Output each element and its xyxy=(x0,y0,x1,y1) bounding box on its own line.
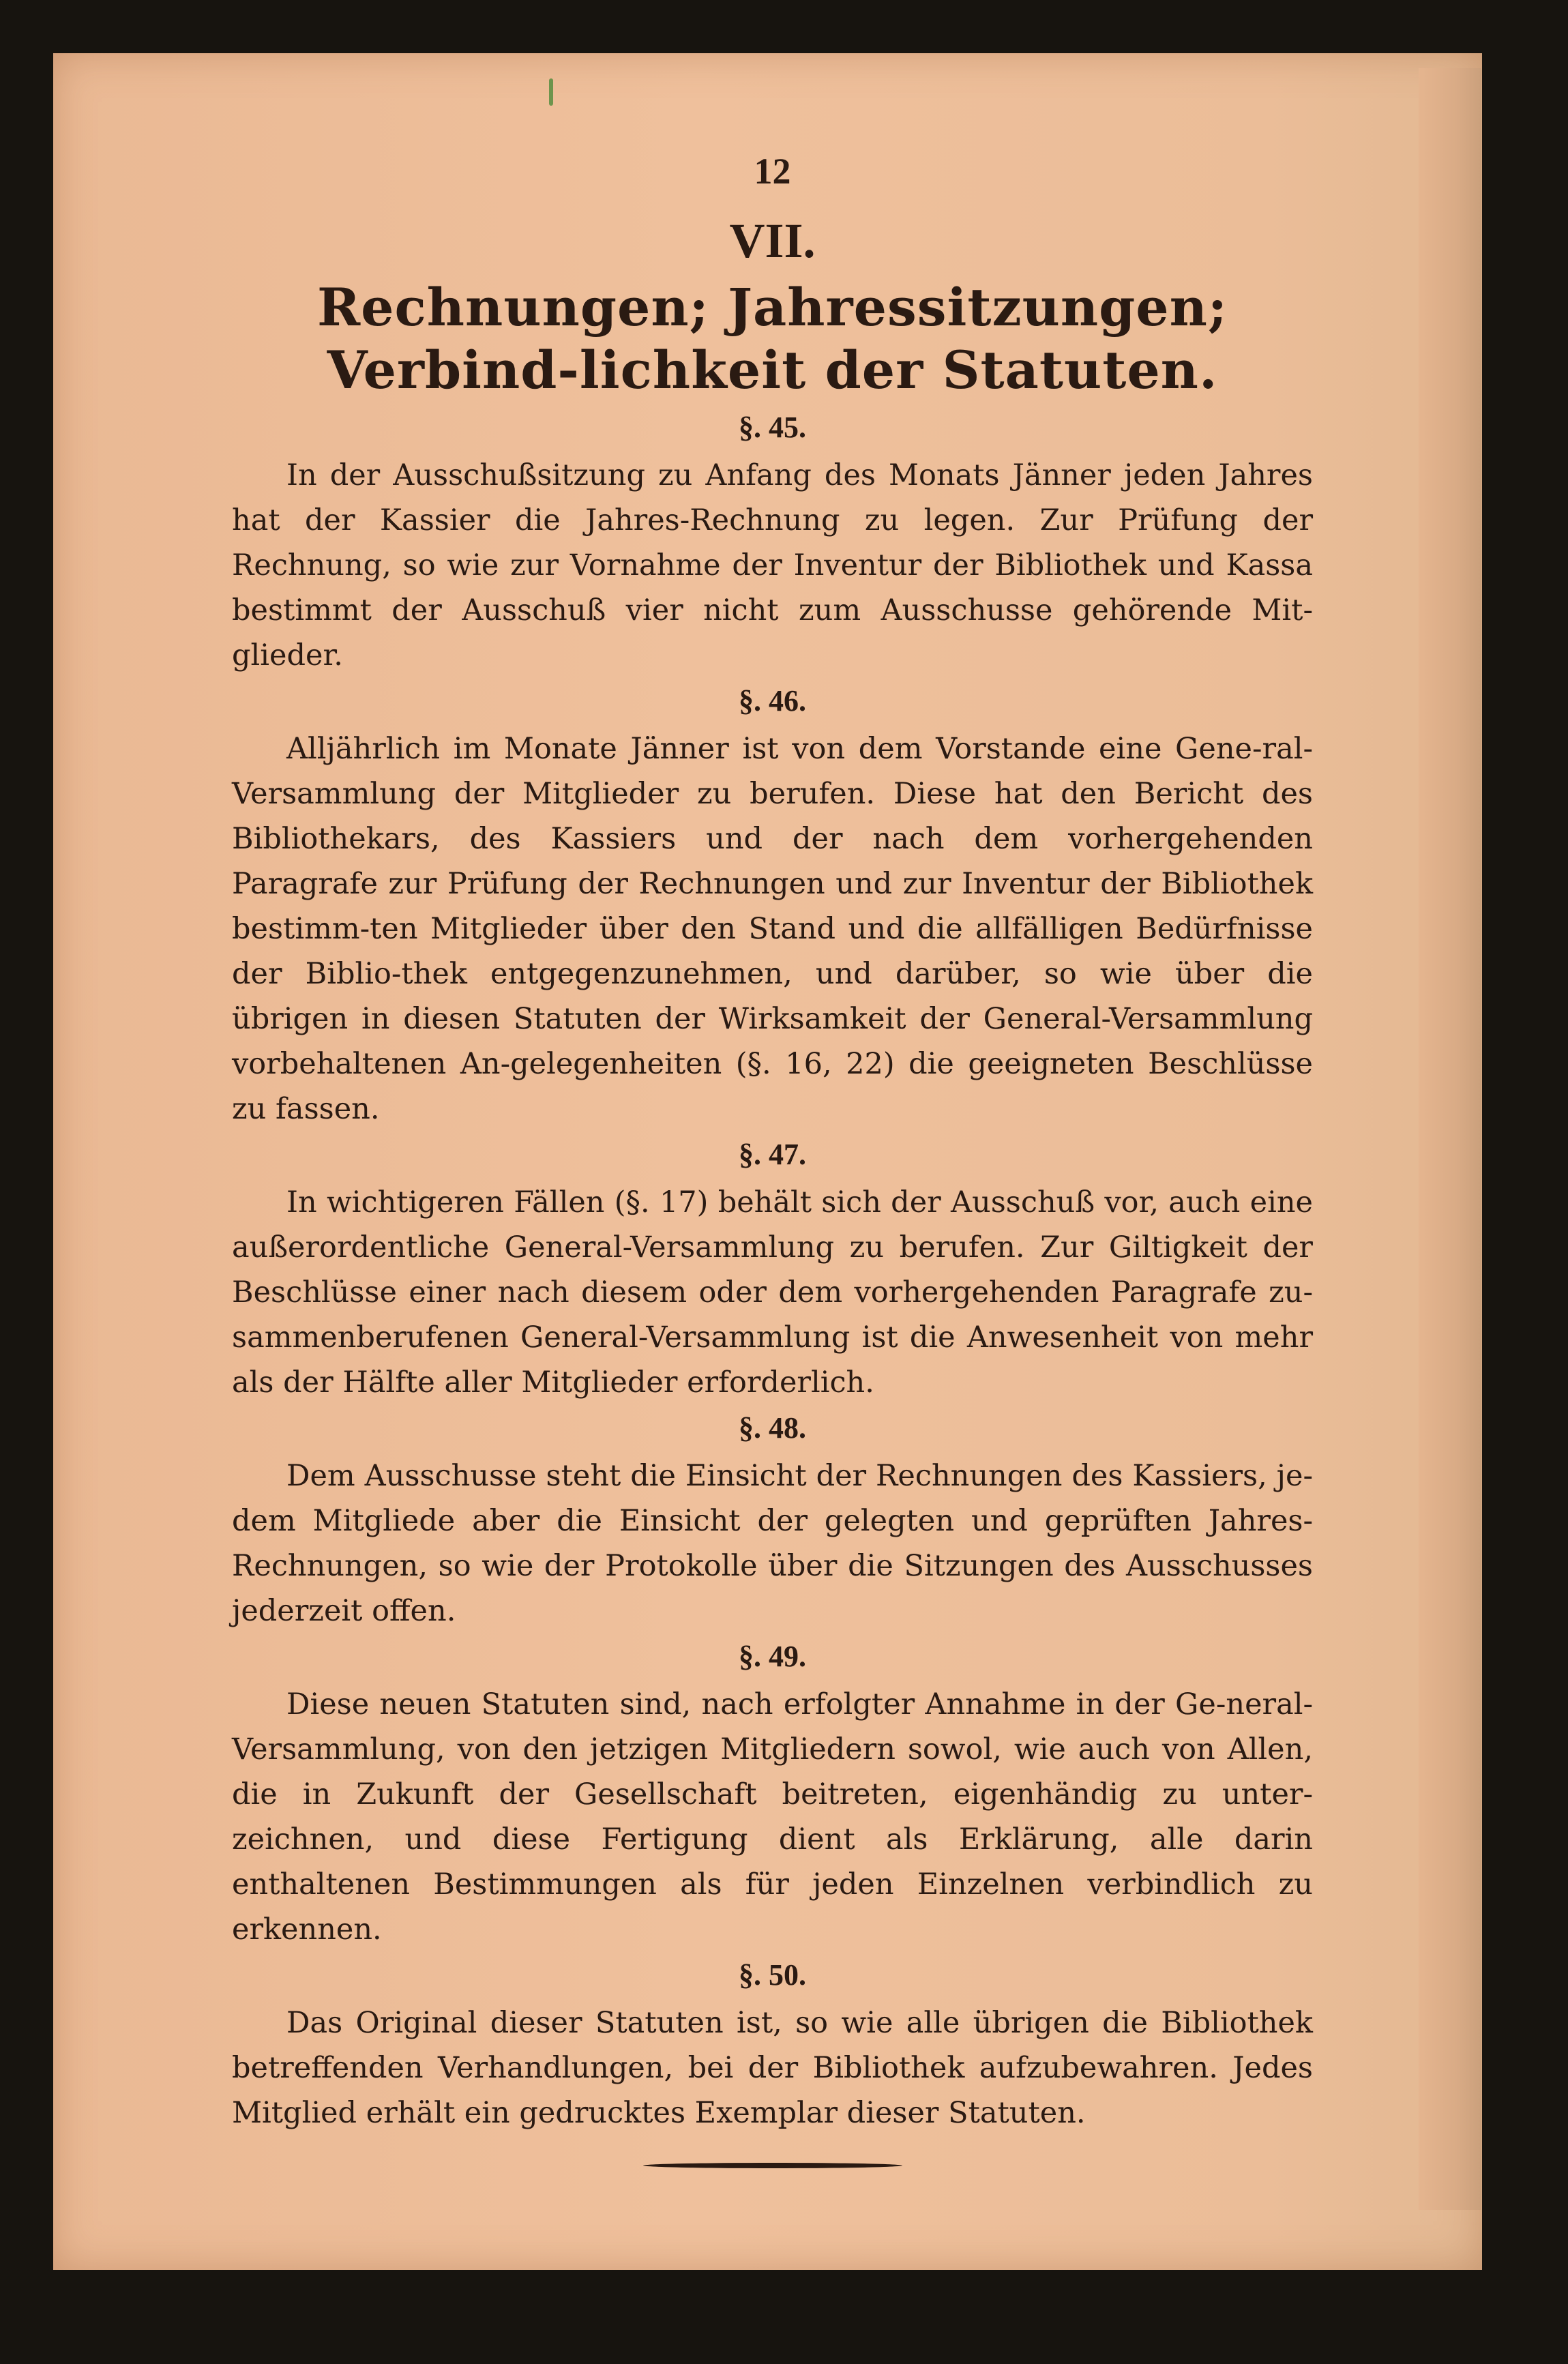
section-46 xyxy=(232,683,1313,1132)
section-heading: §. 45. xyxy=(739,411,806,444)
chapter-title: Rechnungen; Jahressitzungen; Verbind-lichkeit der Statuten. xyxy=(317,277,1228,400)
section-heading: §. 48. xyxy=(739,1411,806,1445)
section-48 xyxy=(232,1410,1313,1634)
section-heading: §. 50. xyxy=(739,1958,806,1992)
chapter-number: VII. xyxy=(729,213,816,268)
section-heading: §. 46. xyxy=(739,684,806,718)
section-49 xyxy=(232,1639,1313,1952)
section-body: In wichtigeren Fällen (§. 17) behält sich der Ausschuß vor, auch eine außerordentliche General-Versammlung zu berufen. Zur Giltigkeit der Beschlüsse einer nach diesem oder dem vorhergehenden Paragrafe zu-sammenberufenen General-Versammlung ist die Anwesenheit von mehr als der Hälfte aller Mitglieder erforderlich. xyxy=(232,1185,1313,1400)
page-number: 12 xyxy=(754,151,791,192)
section-body: Dem Ausschusse steht die Einsicht der Rechnungen des Kassiers, je-dem Mitgliede aber die Einsicht der gelegten und geprüften Jahres-Rechnungen, so wie der Protokolle über die Sitzungen des Ausschusses jederzeit offen. xyxy=(232,1459,1313,1628)
section-body: Diese neuen Statuten sind, nach erfolgter Annahme in der Ge-neral-Versammlung, von den jetzigen Mitgliedern sowol, wie auch von Allen, die in Zukunft der Gesellschaft beitreten, eigenhändig zu unter-zeichnen, und diese Fertigung dient als Erklärung, alle darin enthaltenen Bestimmungen als für jeden Einzelnen verbindlich zu erkennen. xyxy=(232,1687,1313,1947)
section-body: Das Original dieser Statuten ist, so wie alle übrigen die Bibliothek betreffenden Verhandlungen, bei der Bibliothek aufzubewahren. Jedes Mitglied erhält ein gedrucktes Exemplar dieser Statuten. xyxy=(232,2006,1313,2130)
section-heading: §. 47. xyxy=(739,1138,806,1171)
page-content xyxy=(232,150,1313,2168)
section-body: In der Ausschußsitzung zu Anfang des Monats Jänner jeden Jahres hat der Kassier die Jahres-Rechnung zu legen. Zur Prüfung der Rechnung, so wie zur Vornahme der Inventur der Bibliothek und Kassa bestimmt der Ausschuß vier nicht zum Ausschusse gehörende Mit-glieder. xyxy=(232,458,1313,673)
page-edge-next-sheet xyxy=(1419,68,1481,2210)
green-ink-mark xyxy=(549,78,553,106)
section-47 xyxy=(232,1137,1313,1405)
section-45 xyxy=(232,410,1313,678)
end-rule-divider xyxy=(643,2163,902,2168)
section-heading: §. 49. xyxy=(739,1640,806,1673)
section-body: Alljährlich im Monate Jänner ist von dem Vorstande eine Gene-ral-Versammlung der Mitglieder zu berufen. Diese hat den Bericht des Bibliothekars, des Kassiers und der nach dem vorhergehenden Paragrafe zur Prüfung der Rechnungen und zur Inventur der Bibliothek bestimm-ten Mitglieder über den Stand und die allfälligen Bedürfnisse der Biblio-thek entgegenzunehmen, und darüber, so wie über die übrigen in diesen Statuten der Wirksamkeit der General-Versammlung vorbehaltenen An-gelegenheiten (§. 16, 22) die geeigneten Beschlüsse zu fassen. xyxy=(232,732,1313,1126)
section-50 xyxy=(232,1957,1313,2136)
